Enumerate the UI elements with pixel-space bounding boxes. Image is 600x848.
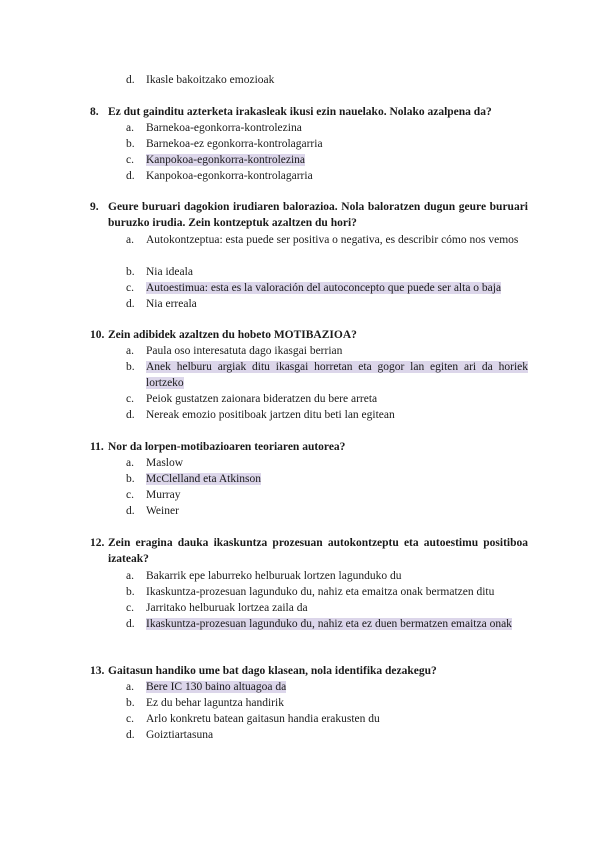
question-number: 10. xyxy=(90,329,105,341)
option-text: Arlo konkretu batean gaitasun handia erakusten du xyxy=(146,713,380,725)
highlighted-answer: McClelland eta Atkinson xyxy=(146,473,261,485)
option-letter: d. xyxy=(126,618,135,630)
option-13-b xyxy=(126,695,528,711)
question-number: 9. xyxy=(90,201,99,213)
option-letter: b. xyxy=(126,473,135,485)
question-number: 11. xyxy=(90,441,104,453)
option-text: Ez du behar laguntza handirik xyxy=(146,697,284,709)
option-8-a xyxy=(126,120,528,136)
option-9-b xyxy=(126,264,528,280)
option-text: Bakarrik epe laburreko helburuak lortzen lagunduko du xyxy=(146,570,402,582)
option-letter: c. xyxy=(126,713,134,725)
question-text: Nor da lorpen-motibazioaren teoriaren autorea? xyxy=(108,441,346,453)
option-11-b-answer xyxy=(126,471,528,487)
option-letter: a. xyxy=(126,457,134,469)
highlighted-answer: Ikaskuntza-prozesuan lagunduko du, nahiz eta ez duen bermatzen emaitza onak xyxy=(146,618,512,630)
option-letter: a. xyxy=(126,345,134,357)
option-9-c-answer xyxy=(126,280,528,296)
option-letter: d. xyxy=(126,505,135,517)
option-10-d xyxy=(126,407,528,423)
option-text: Ikasle bakoitzako emozioak xyxy=(146,74,275,86)
question-number: 12. xyxy=(90,537,105,549)
highlighted-answer: Anek helburu argiak ditu ikasgai horretan eta gogor lan egiten ari da horiek lortzeko xyxy=(146,361,528,389)
option-letter: c. xyxy=(126,154,134,166)
option-13-a-answer xyxy=(126,679,528,695)
option-12-a xyxy=(126,568,528,584)
option-letter: a. xyxy=(126,681,134,693)
question-text: Geure buruari dagokion irudiaren balorazioa. Nola baloratzen dugun geure buruari buruzko irudia. Zein kontzeptuk azaltzen du hori? xyxy=(108,201,528,229)
question-12 xyxy=(90,535,528,567)
option-8-d xyxy=(126,168,528,184)
option-8-b xyxy=(126,136,528,152)
option-text: Paula oso interesatuta dago ikasgai berrian xyxy=(146,345,343,357)
option-text: Kanpokoa-egonkorra-kontrolagarria xyxy=(146,170,313,182)
option-letter: a. xyxy=(126,234,134,246)
option-letter: b. xyxy=(126,361,135,373)
option-letter: b. xyxy=(126,697,135,709)
option-text: Nia ideala xyxy=(146,266,193,278)
option-prev-d xyxy=(126,72,528,88)
option-letter: c. xyxy=(126,282,134,294)
question-13 xyxy=(90,663,528,679)
question-text: Zein adibidek azaltzen du hobeto MOTIBAZIOA? xyxy=(108,329,357,341)
option-letter: c. xyxy=(126,602,134,614)
question-10 xyxy=(90,327,528,343)
option-letter: d. xyxy=(126,170,135,182)
option-letter: d. xyxy=(126,729,135,741)
option-text: Murray xyxy=(146,489,181,501)
option-11-c xyxy=(126,487,528,503)
option-text: Jarritako helburuak lortzea zaila da xyxy=(146,602,308,614)
option-8-c-answer xyxy=(126,152,528,168)
option-letter: d. xyxy=(126,74,135,86)
option-11-a xyxy=(126,455,528,471)
option-text: Weiner xyxy=(146,505,179,517)
option-letter: a. xyxy=(126,122,134,134)
option-text: Autokontzeptua: esta puede ser positiva o negativa, es describir cómo nos vemos xyxy=(146,234,519,246)
option-letter: d. xyxy=(126,298,135,310)
question-number: 8. xyxy=(90,106,99,118)
option-9-a xyxy=(126,232,528,248)
question-text: Gaitasun handiko ume bat dago klasean, nola identifika dezakegu? xyxy=(108,665,437,677)
option-10-c xyxy=(126,391,528,407)
option-letter: b. xyxy=(126,266,135,278)
option-10-b-answer xyxy=(126,359,528,391)
highlighted-answer: Kanpokoa-egonkorra-kontrolezina xyxy=(146,154,306,166)
option-letter: c. xyxy=(126,393,134,405)
option-text: Ikaskuntza-prozesuan lagunduko du, nahiz eta emaitza onak bermatzen ditu xyxy=(146,586,495,598)
option-text: Nereak emozio positiboak jartzen ditu beti lan egitean xyxy=(146,409,395,421)
option-12-c xyxy=(126,600,528,616)
question-11 xyxy=(90,439,528,455)
option-letter: b. xyxy=(126,586,135,598)
question-text: Zein eragina dauka ikaskuntza prozesuan autokontzeptu eta autoestimu positiboa izateak? xyxy=(108,537,528,565)
option-letter: b. xyxy=(126,138,135,150)
option-text: Peiok gustatzen zaionara bideratzen du bere arreta xyxy=(146,393,378,405)
option-text: Barnekoa-egonkorra-kontrolezina xyxy=(146,122,302,134)
option-9-d xyxy=(126,296,528,312)
option-letter: a. xyxy=(126,570,134,582)
option-10-a xyxy=(126,343,528,359)
option-text: Barnekoa-ez egonkorra-kontrolagarria xyxy=(146,138,323,150)
option-text: Maslow xyxy=(146,457,184,469)
option-letter: c. xyxy=(126,489,134,501)
option-letter: d. xyxy=(126,409,135,421)
option-11-d xyxy=(126,503,528,519)
question-9 xyxy=(90,199,528,231)
highlighted-answer: Autoestimua: esta es la valoración del autoconcepto que puede ser alta o baja xyxy=(146,282,502,294)
option-12-b xyxy=(126,584,528,600)
option-text: Nia erreala xyxy=(146,298,197,310)
question-8 xyxy=(90,104,528,120)
question-text: Ez dut gainditu azterketa irakasleak ikusi ezin nauelako. Nolako azalpena da? xyxy=(108,106,492,118)
option-text: Goiztiartasuna xyxy=(146,729,214,741)
highlighted-answer: Bere IC 130 baino altuagoa da xyxy=(146,681,287,693)
option-13-d xyxy=(126,727,528,743)
question-number: 13. xyxy=(90,665,105,677)
option-12-d-answer xyxy=(126,616,528,632)
option-13-c xyxy=(126,711,528,727)
